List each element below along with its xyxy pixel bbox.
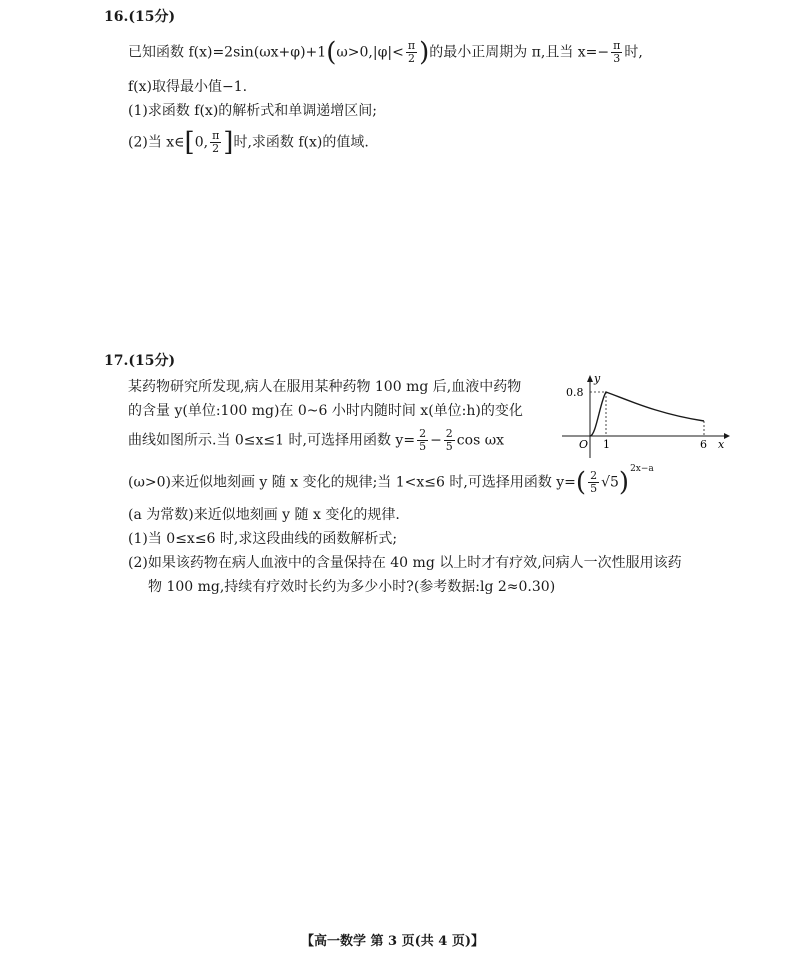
concentration-graph xyxy=(558,372,733,462)
q16-stem-d: f(x)取得最小值−1. xyxy=(128,79,248,95)
concentration-curve xyxy=(590,392,704,436)
frac-den: 2 xyxy=(212,142,220,155)
q16-part1: (1)求函数 f(x)的解析式和单调递增区间; xyxy=(128,103,377,119)
bracket-close: ] xyxy=(223,127,234,158)
q16-stem-a: 已知函数 f(x)=2sin(ωx+φ)+1 xyxy=(128,44,327,61)
frac-den: 2 xyxy=(407,52,415,65)
q16-part2 xyxy=(128,127,369,158)
q17-number: 17.(15分) xyxy=(104,353,176,369)
q16-part2-a: (2)当 x∈ xyxy=(128,134,185,151)
y-tick-label: 0.8 xyxy=(566,386,584,399)
exponent: 2x−a xyxy=(630,464,654,474)
q17-part2-line2: 物 100 mg,持续有疗效时长约为多少小时?(参考数据:lg 2≈0.30) xyxy=(148,579,556,595)
x-tick-label-1: 1 xyxy=(603,438,610,451)
page-footer: 【高一数学 第 3 页(共 4 页)】 xyxy=(300,934,485,949)
q16-part2-b: 时,求函数 f(x)的值域. xyxy=(233,134,369,151)
paren-close: ) xyxy=(618,467,630,498)
fraction-2-over-5 xyxy=(417,428,428,453)
y-axis-arrow-icon xyxy=(587,375,593,382)
minus-sign: − xyxy=(430,432,442,449)
q17-line1: 某药物研究所发现,病人在服用某种药物 100 mg 后,血液中药物 xyxy=(128,379,522,395)
fraction-2-over-5 xyxy=(588,470,599,495)
bracket-open: [ xyxy=(184,127,195,158)
frac-num: π xyxy=(407,39,416,52)
q17-line4 xyxy=(128,464,654,498)
fraction-pi-over-3 xyxy=(611,40,622,65)
frac-num: 2 xyxy=(419,427,427,440)
frac-num: π xyxy=(212,129,220,142)
paren-close: ) xyxy=(419,37,430,68)
q16-stem-c: 时, xyxy=(624,44,643,61)
y-axis-label: y xyxy=(594,372,601,385)
paren-open: ( xyxy=(575,467,587,498)
frac-num: π xyxy=(613,39,621,52)
paren-open: ( xyxy=(326,37,337,68)
frac-num: 2 xyxy=(445,427,453,440)
q17-part1: (1)当 0≤x≤6 时,求这段曲线的函数解析式; xyxy=(128,531,398,547)
q16-stem-line1 xyxy=(128,37,643,68)
q16-part2-interval: 0, xyxy=(194,134,209,151)
q17-line3-b: cos ωx xyxy=(456,432,505,449)
q16-stem-cond: ω>0,|φ|< xyxy=(336,44,404,61)
q17-line5: (a 为常数)来近似地刻画 y 随 x 变化的规律. xyxy=(128,507,400,523)
fraction-2-over-5 xyxy=(444,428,455,453)
fraction-pi-over-2 xyxy=(406,40,417,65)
q16-stem-b: 的最小正周期为 π,且当 x=− xyxy=(429,44,610,61)
frac-den: 5 xyxy=(419,440,427,453)
x-axis-label: x xyxy=(718,438,725,451)
q17-part2-line1: (2)如果该药物在病人血液中的含量保持在 40 mg 以上时才有疗效,问病人一次性服用该药 xyxy=(128,555,682,571)
q16-number: 16.(15分) xyxy=(104,9,176,25)
frac-num: 2 xyxy=(590,469,598,483)
origin-label: O xyxy=(579,438,589,451)
q17-line2: 的含量 y(单位:100 mg)在 0~6 小时内随时间 x(单位:h)的变化 xyxy=(128,403,523,419)
frac-den: 3 xyxy=(613,52,621,65)
x-tick-label-6: 6 xyxy=(700,438,707,451)
q17-line3-a: 曲线如图所示.当 0≤x≤1 时,可选择用函数 y= xyxy=(128,432,416,449)
x-axis-arrow-icon xyxy=(724,433,730,439)
frac-den: 5 xyxy=(445,440,453,453)
frac-den: 5 xyxy=(590,482,598,496)
q17-line4-a: (ω>0)来近似地刻画 y 随 x 变化的规律;当 1<x≤6 时,可选择用函数 y= xyxy=(128,474,576,491)
q17-line3 xyxy=(128,428,504,453)
fraction-pi-over-2 xyxy=(210,130,221,155)
sqrt-5: √5 xyxy=(601,474,619,491)
